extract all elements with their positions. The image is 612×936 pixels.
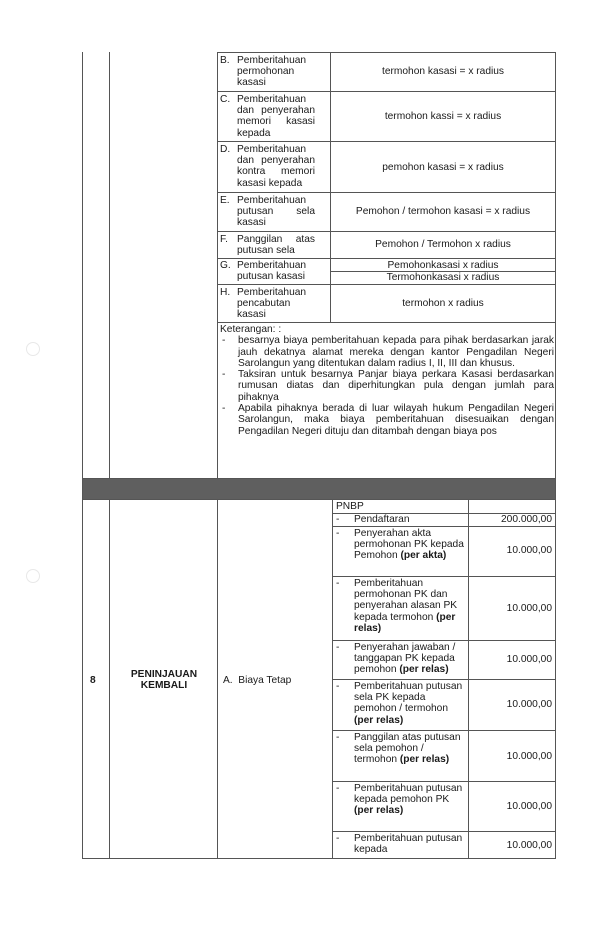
table-border <box>217 52 556 53</box>
pnbp-header: PNBP <box>336 501 364 512</box>
list-item: - besarnya biaya pemberitahuan kepada para pihak berdasarkan jarak jauh dekatnya alamat mereka dengan kantor Pengadilan Negeri Sarolangun yang ditentukan dalam radius I, II, III dan khusus. <box>220 335 554 369</box>
column-divider <box>109 52 110 859</box>
row-value: Pemohonkasasi x radius <box>387 260 499 271</box>
list-item: - Taksiran untuk besarnya Panjar biaya perkara Kasasi berdasarkan rumusan diatas dan diperhitungkan pula dengan jumlah para pihaknya <box>220 369 554 403</box>
list-item: - Apabila pihaknya berada di luar wilayah hukum Pengadilan Negeri Sarolangun, maka biaya pemberitahuan disesuaikan dengan Pengadilan Negeri dituju dan ditambah dengan biaya pos <box>220 403 554 437</box>
table-row: H. Pemberitahuan pencabutan kasasi <box>220 287 307 321</box>
fee-amount: 10.000,00 <box>506 751 552 762</box>
row-value: termohon x radius <box>402 298 484 309</box>
table-row: C. Pemberitahuan dan penyerahan memori kasasi kepada <box>220 94 315 139</box>
row-value: termohon kasasi = x radius <box>381 66 505 77</box>
fee-amount: 10.000,00 <box>506 545 552 556</box>
fee-amount: 10.000,00 <box>506 699 552 710</box>
fee-amount: 10.000,00 <box>506 801 552 812</box>
section-number: 8 <box>90 675 96 686</box>
row-value: pemohon kasasi = x radius <box>382 162 504 173</box>
fee-amount: 200.000,00 <box>501 514 552 525</box>
section-title: PENINJAUAN KEMBALI <box>130 669 198 692</box>
punch-hole-mark <box>26 569 40 583</box>
subsection-label: A. Biaya Tetap <box>223 675 292 686</box>
table-row: E. Pemberitahuan putusan sela kasasi <box>220 195 315 229</box>
keterangan-title: Keterangan: : <box>220 324 282 335</box>
section-separator <box>83 479 555 499</box>
fee-amount: 10.000,00 <box>506 603 552 614</box>
table-row: F. Panggilan atas putusan sela <box>220 234 315 257</box>
column-divider <box>217 52 218 859</box>
table-row: B. Pemberitahuan permohonan kasasi <box>220 55 307 89</box>
table-row: D. Pemberitahuan dan penyerahan kontra memori kasasi kepada <box>220 144 315 189</box>
keterangan-note <box>220 324 554 437</box>
punch-hole-mark <box>26 342 40 356</box>
row-value: Termohonkasasi x radius <box>386 272 500 283</box>
row-value: Pemohon / termohon kasasi = x radius <box>355 206 531 217</box>
fee-amount: 10.000,00 <box>506 654 552 665</box>
table-row: G. Pemberitahuan putusan kasasi <box>220 260 307 283</box>
row-value: termohon kassi = x radius <box>384 111 502 122</box>
fee-amount: 10.000,00 <box>506 840 552 851</box>
row-value: Pemohon / Termohon x radius <box>375 239 511 250</box>
